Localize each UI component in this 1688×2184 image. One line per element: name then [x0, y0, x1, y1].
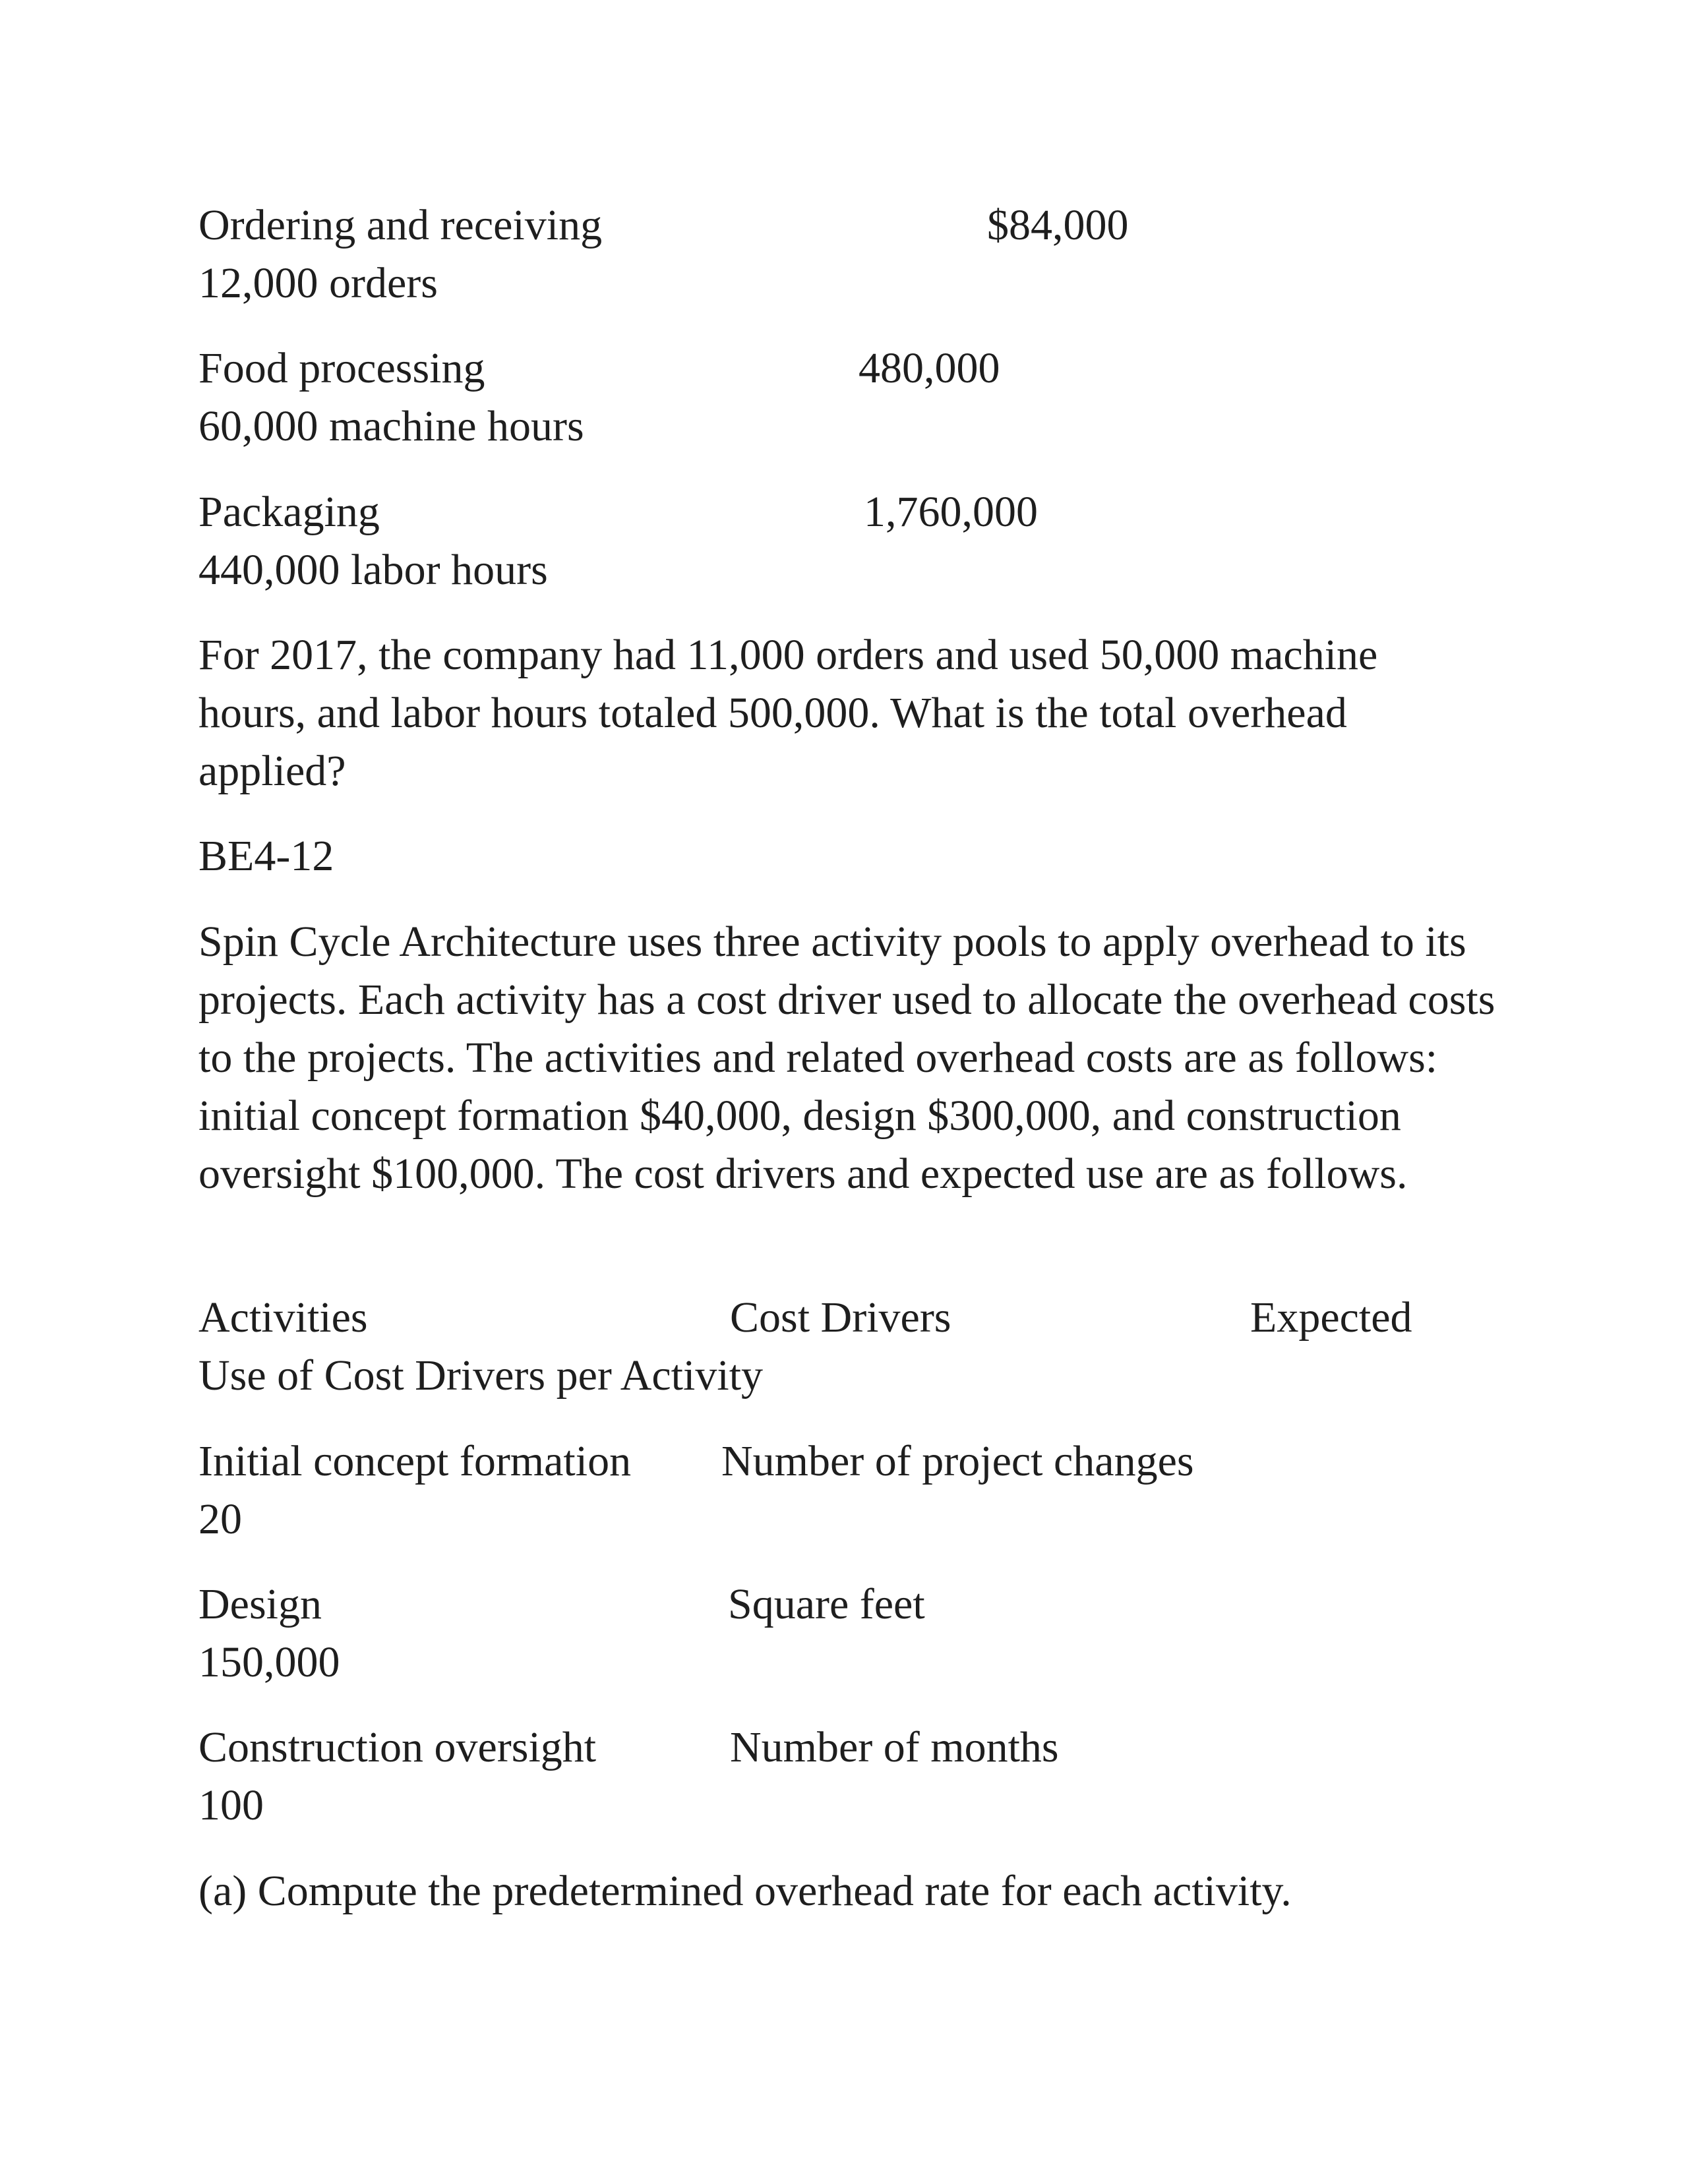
- pool-cost-packaging: 1,760,000: [864, 488, 1038, 536]
- row-activity-design: Design: [198, 1580, 322, 1628]
- pool-driver-food-processing: 60,000 machine hours: [198, 402, 584, 450]
- question-2017: For 2017, the company had 11,000 orders and used 50,000 machine hours, and labor hours totaled 500,000. What is the total overhead applied?: [198, 631, 1378, 795]
- part-a-instruction: (a) Compute the predetermined overhead rate for each activity.: [198, 1867, 1292, 1915]
- exercise-id: BE4-12: [198, 832, 334, 880]
- pool-activity-ordering: Ordering and receiving: [198, 201, 603, 249]
- row-activity-initial-concept: Initial concept formation: [198, 1437, 632, 1485]
- pool-driver-ordering: 12,000 orders: [198, 259, 438, 307]
- pool-activity-packaging: Packaging: [198, 488, 380, 536]
- header-expected-continued: Use of Cost Drivers per Activity: [198, 1351, 764, 1400]
- pool-activity-food-processing: Food processing: [198, 344, 485, 392]
- header-cost-drivers: Cost Drivers: [730, 1293, 951, 1342]
- row-expected-construction: 100: [198, 1781, 264, 1829]
- row-driver-design: Square feet: [728, 1580, 925, 1628]
- pool-driver-packaging: 440,000 labor hours: [198, 546, 548, 594]
- row-driver-construction: Number of months: [730, 1723, 1059, 1771]
- header-expected: Expected: [1250, 1293, 1412, 1342]
- row-driver-initial-concept: Number of project changes: [721, 1437, 1194, 1485]
- exercise-body: Spin Cycle Architecture uses three activity pools to apply overhead to its projects. Each activity has a cost driver used to allocate the overhead costs to the projects. The activities and related overhead costs are as follows: initial concept formation $40,000, design $300,000, and construction oversight $100,000. The cost drivers and expected use are as follows.: [198, 918, 1495, 1198]
- header-activities: Activities: [198, 1293, 368, 1342]
- row-activity-construction: Construction oversight: [198, 1723, 597, 1771]
- pool-cost-ordering: $84,000: [987, 201, 1129, 249]
- row-expected-design: 150,000: [198, 1638, 340, 1686]
- row-expected-initial-concept: 20: [198, 1495, 242, 1543]
- pool-cost-food-processing: 480,000: [859, 344, 1000, 392]
